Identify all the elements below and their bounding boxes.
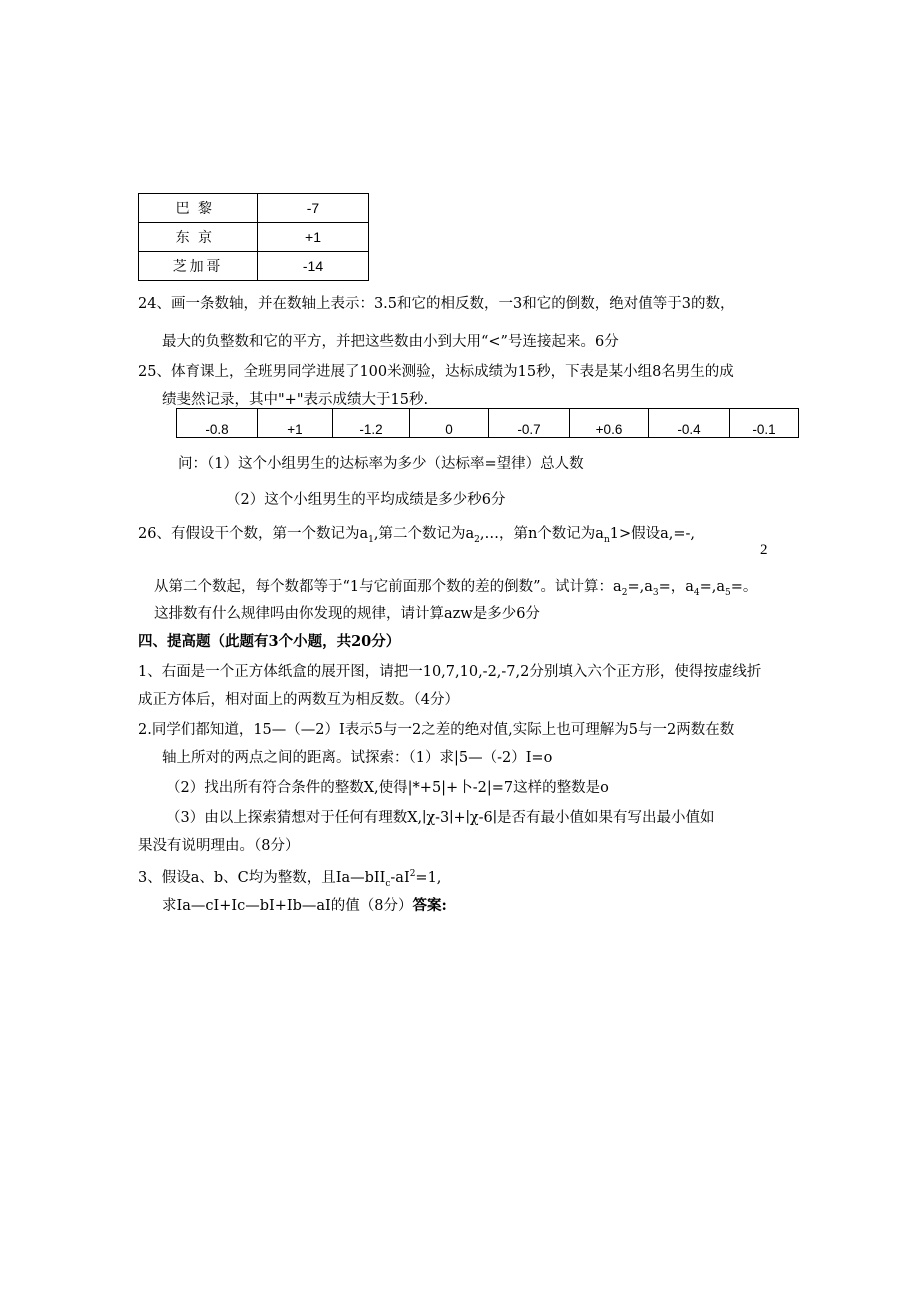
q24-line1: 24、画一条数轴，并在数轴上表示：3.5和它的相反数，一3和它的倒数，绝对值等于3的数，	[138, 296, 735, 312]
q26-text: =，a	[658, 579, 694, 595]
q25-ask2: （2）这个小组男生的平均成绩是多少秒6分	[226, 492, 506, 508]
q26-text: =,a	[699, 579, 726, 595]
city-value: -14	[258, 252, 369, 281]
q26-text: 26、有假设干个数，第一个数记为a	[138, 526, 369, 542]
score-table	[176, 408, 799, 438]
p3-superscript: 2	[409, 869, 416, 880]
q26-subscript: n	[603, 534, 610, 545]
score-cell: -0.7	[489, 409, 570, 438]
table-row	[139, 194, 369, 223]
answer-label: 答案:	[412, 897, 447, 914]
q25-line1: 25、体育课上，全班男同学进展了100米测验，达标成绩为15秒，下表是某小组8名男生的成	[138, 364, 734, 380]
score-cell: -0.1	[730, 409, 799, 438]
p3-subscript: c	[385, 878, 391, 889]
q26-text: 1>假设a,=-,	[609, 526, 696, 542]
city-value: +1	[258, 223, 369, 252]
q25-line2: 绩斐然记录，其中"+"表示成绩大于15秒.	[162, 392, 429, 408]
q26-subscript: 2	[621, 587, 628, 598]
q26-line3: 这排数有什么规律吗由你发现的规律，请计算azw是多少6分	[154, 606, 540, 622]
p3-text: =1,	[415, 870, 442, 886]
city-temperature-table	[138, 193, 369, 281]
p2-line1: 2.同学们都知道，15—（—2）I表示5与一2之差的绝对值,实际上也可理解为5与一2两数在数	[138, 722, 735, 738]
p2-line2: 轴上所对的两点之间的距离。试探索：（1）求|5—（-2）I=o	[162, 750, 553, 766]
p1-line2: 成正方体后，相对面上的两数互为相反数。（4分）	[138, 692, 459, 708]
city-value: -7	[258, 194, 369, 223]
p3-line1	[138, 866, 441, 889]
q26-text: =。	[730, 579, 758, 595]
section-title: 四、提高题（此题有3个小题，共20分）	[138, 633, 401, 650]
p3-question: 求Ia—cI+Ic—bI+Ib—aI的值（8分）	[162, 898, 413, 914]
p2-line5: 果没有说明理由。（8分）	[138, 838, 300, 854]
q26-line1	[138, 522, 695, 545]
table-row	[139, 223, 369, 252]
q24-line2: 最大的负整数和它的平方，并把这些数由小到大用“<”号连接起来。6分	[162, 334, 619, 350]
city-name: 东京	[139, 223, 258, 252]
q26-text: =,a	[627, 579, 653, 595]
q26-subscript: 5	[725, 587, 731, 598]
table-row	[177, 409, 799, 438]
q26-subscript: 4	[693, 587, 700, 598]
city-name: 巴黎	[139, 194, 258, 223]
q26-line2	[154, 575, 757, 598]
q26-subscript: 1	[368, 534, 374, 545]
q26-text: 从第二个数起，每个数都等于“1与它前面那个数的差的倒数”。试计算：a	[154, 579, 622, 595]
score-cell: -1.2	[333, 409, 410, 438]
q26-text: ,第二个数记为a	[373, 526, 475, 542]
p1-line1: 1、右面是一个正方体纸盒的展开图，请把一10,7,10,-2,-7,2分别填入六个正方形，使得按虚线折	[138, 664, 762, 680]
p3-line2	[162, 894, 447, 915]
score-cell: 0	[410, 409, 489, 438]
q26-subscript: 2	[474, 534, 480, 545]
q26-text: ,…，第n个数记为a	[479, 526, 604, 542]
score-cell: +1	[258, 409, 333, 438]
score-cell: -0.4	[649, 409, 730, 438]
score-cell: +0.6	[570, 409, 649, 438]
q26-fraction-denominator: 2	[760, 542, 768, 558]
table-row	[139, 252, 369, 281]
city-name: 芝加哥	[139, 252, 258, 281]
q26-subscript: 3	[652, 587, 659, 598]
score-cell: -0.8	[177, 409, 258, 438]
p2-line4: （3）由以上探索猜想对于任何有理数X,∣χ-3∣+∣χ-6∣是否有最小值如果有写出最小值如	[166, 810, 715, 826]
p3-text: -aI	[390, 870, 410, 886]
q25-ask1: 问：（1）这个小组男生的达标率为多少（达标率=望律）总人数	[178, 456, 584, 472]
p2-line3: （2）找出所有符合条件的整数X,使得|*+5|+卜-2|=7这样的整数是o	[166, 780, 609, 796]
p3-text: 3、假设a、b、C均为整数，且Ia—bII	[138, 870, 386, 886]
